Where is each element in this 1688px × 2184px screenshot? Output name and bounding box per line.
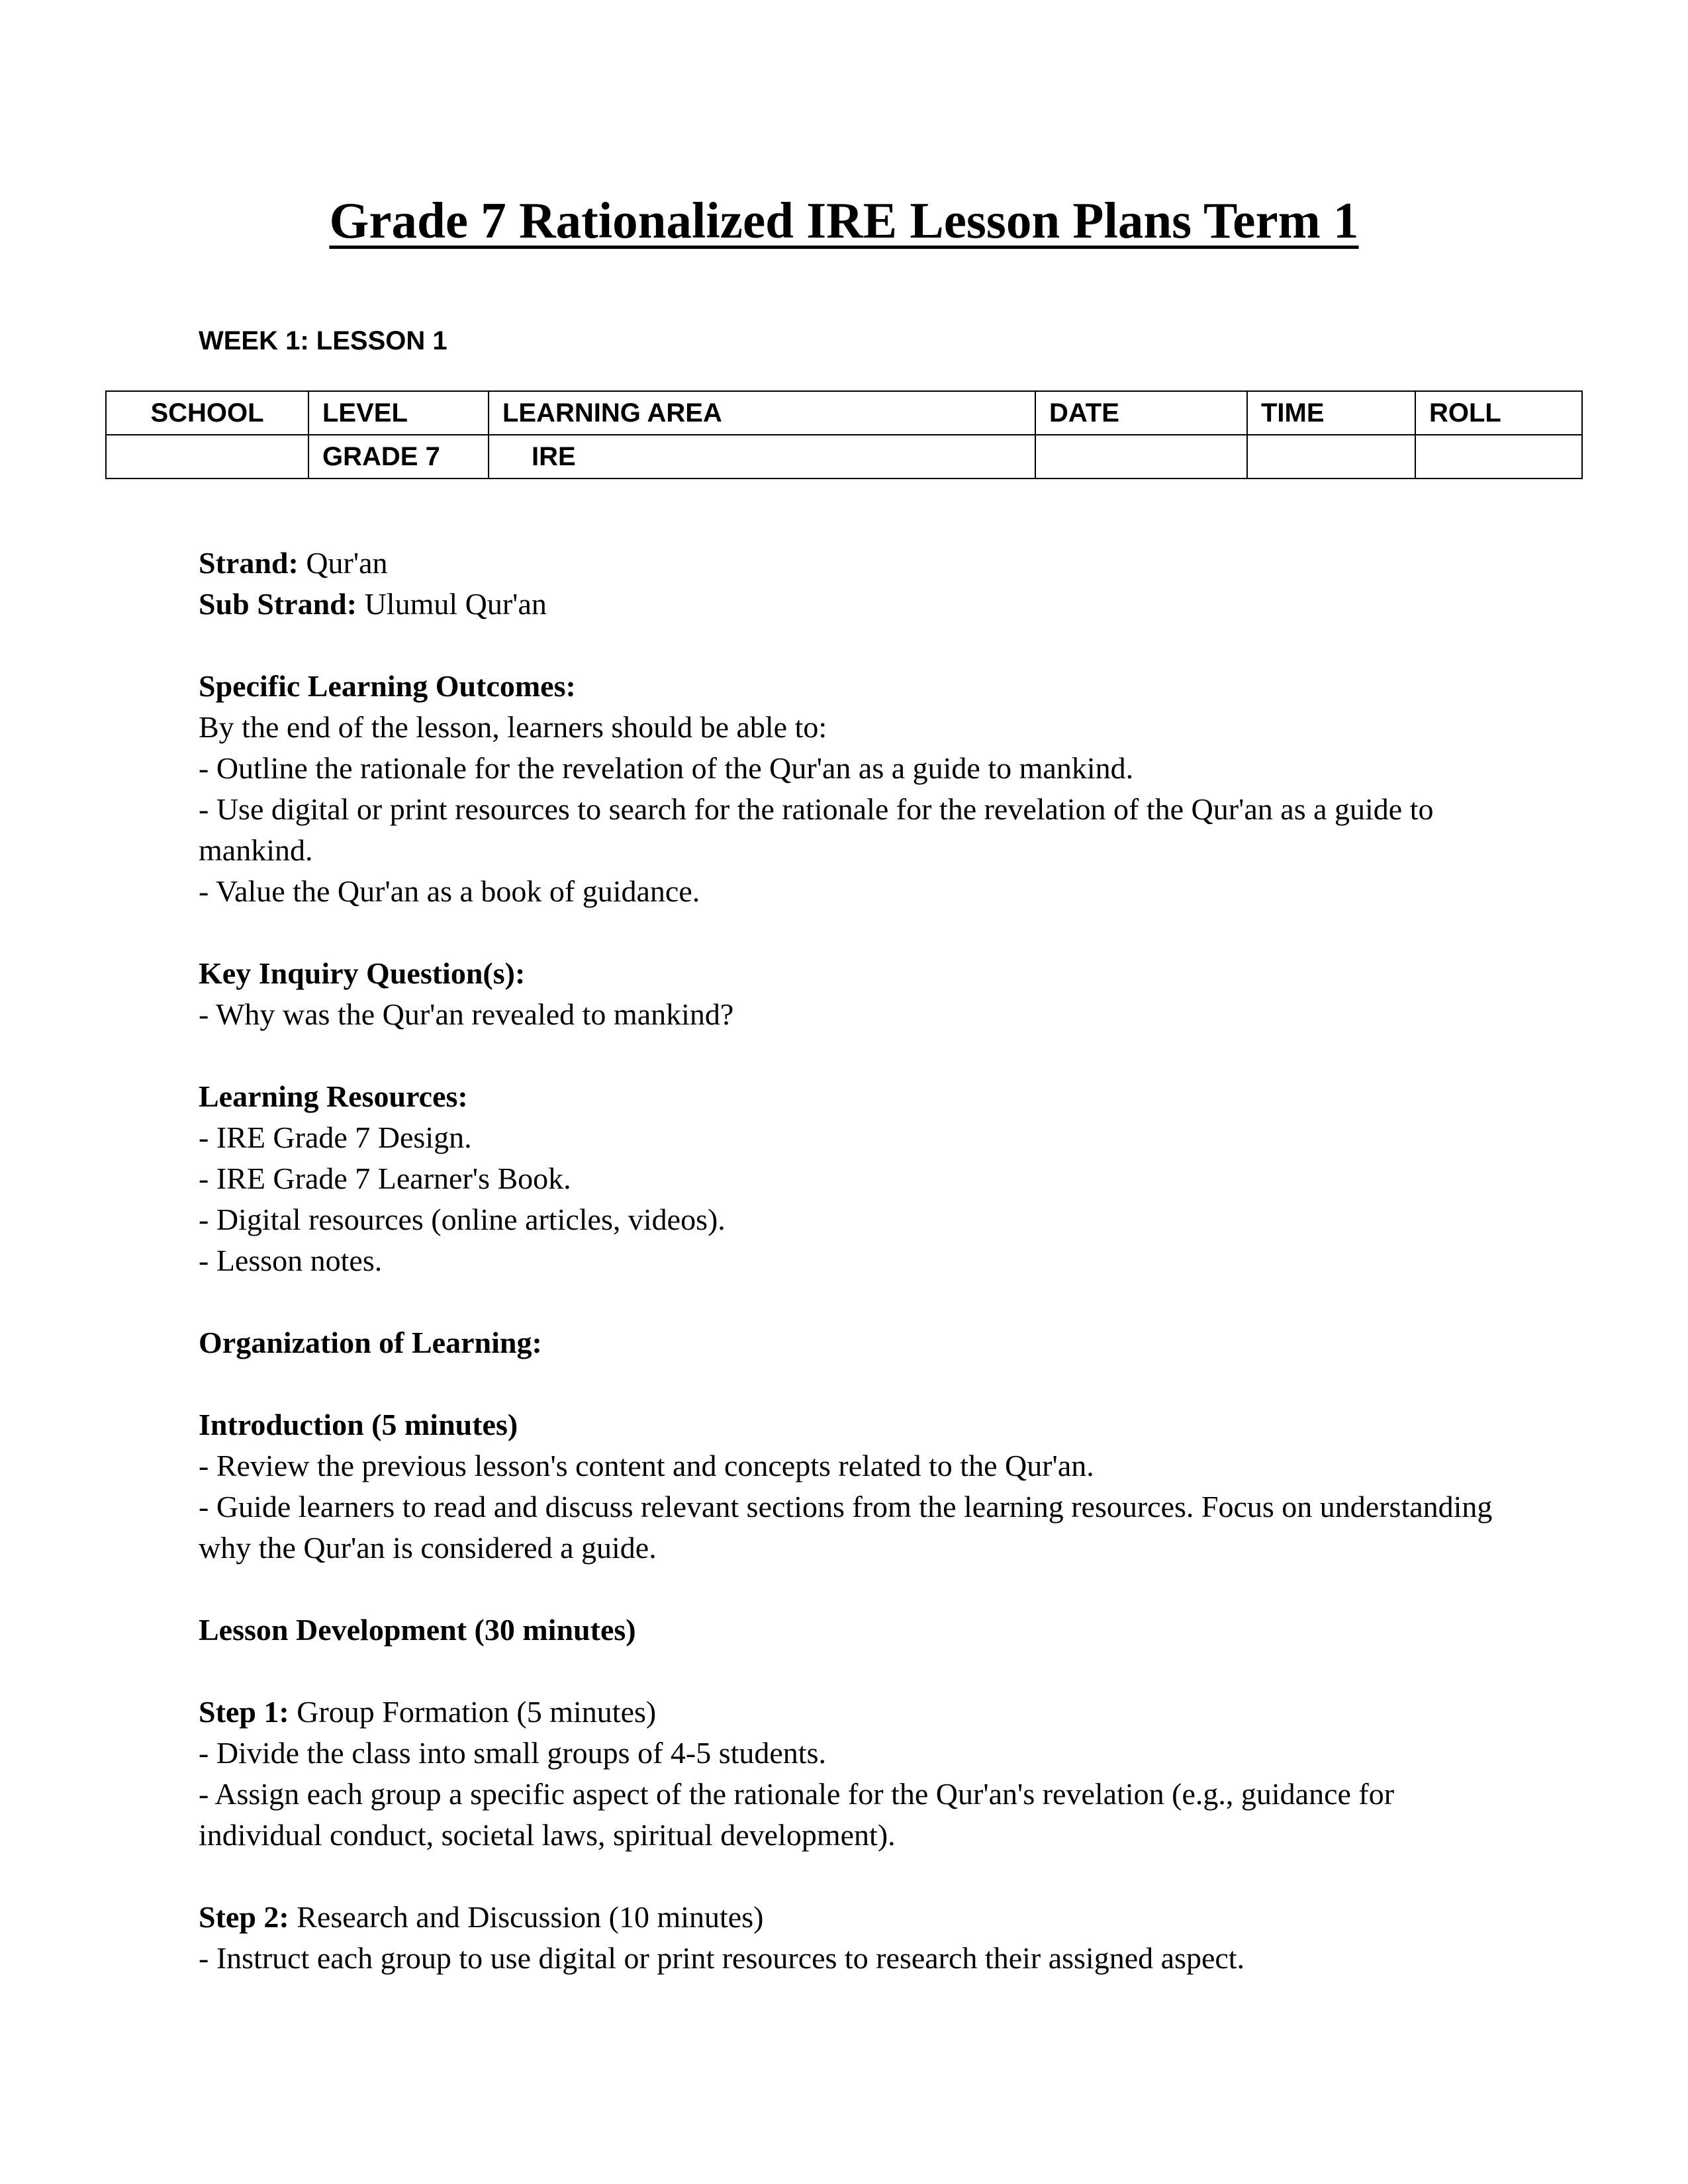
cell-time — [1247, 435, 1415, 478]
lesson-info-table — [105, 390, 1583, 479]
step1-item: - Assign each group a specific aspect of the rationale for the Qur'an's revelation (e.g., guidance for individual conduct, societal laws, spiritual development). — [199, 1777, 1395, 1852]
header-roll: ROLL — [1415, 391, 1582, 435]
strand-label: Strand: — [199, 546, 299, 580]
step2-title: Research and Discussion (10 minutes) — [297, 1900, 764, 1934]
header-learning-area: LEARNING AREA — [489, 391, 1035, 435]
cell-school — [106, 435, 308, 478]
organization-heading: Organization of Learning: — [199, 1326, 542, 1359]
inquiry-heading: Key Inquiry Question(s): — [199, 956, 526, 990]
development-heading: Lesson Development (30 minutes) — [199, 1613, 636, 1647]
resource-item: - IRE Grade 7 Learner's Book. — [199, 1161, 571, 1195]
sub-strand-label: Sub Strand: — [199, 587, 357, 621]
sub-strand-value: Ulumul Qur'an — [364, 587, 547, 621]
outcome-item: - Use digital or print resources to search for the rationale for the revelation of the Qur'an as a guide to mankind. — [199, 792, 1434, 867]
cell-level: GRADE 7 — [308, 435, 489, 478]
header-date: DATE — [1035, 391, 1247, 435]
step1-label: Step 1: — [199, 1695, 289, 1729]
header-school: SCHOOL — [106, 391, 308, 435]
header-level: LEVEL — [308, 391, 489, 435]
resources-heading: Learning Resources: — [199, 1079, 468, 1113]
week-lesson-label: WEEK 1: LESSON 1 — [199, 326, 447, 355]
outcome-item: - Outline the rationale for the revelation of the Qur'an as a guide to mankind. — [199, 751, 1134, 785]
step2-label: Step 2: — [199, 1900, 289, 1934]
document-title: Grade 7 Rationalized IRE Lesson Plans Term 1 — [329, 192, 1359, 249]
step1-item: - Divide the class into small groups of 4-5 students. — [199, 1736, 826, 1770]
cell-date — [1035, 435, 1247, 478]
info-table-value-row — [106, 435, 1582, 478]
outcomes-heading: Specific Learning Outcomes: — [199, 669, 576, 703]
cell-learning-area: IRE — [489, 435, 1035, 478]
lesson-body — [199, 543, 1523, 1979]
inquiry-item: - Why was the Qur'an revealed to mankind? — [199, 997, 734, 1031]
strand-value: Qur'an — [306, 546, 388, 580]
step1-line — [199, 1692, 1523, 1733]
strand-line — [199, 543, 1523, 584]
header-time: TIME — [1247, 391, 1415, 435]
outcomes-intro: By the end of the lesson, learners should be able to: — [199, 710, 827, 744]
introduction-item: - Review the previous lesson's content and concepts related to the Qur'an. — [199, 1449, 1094, 1482]
cell-roll — [1415, 435, 1582, 478]
resource-item: - IRE Grade 7 Design. — [199, 1120, 472, 1154]
info-table-header-row — [106, 391, 1582, 435]
outcome-item: - Value the Qur'an as a book of guidance. — [199, 874, 700, 908]
resource-item: - Lesson notes. — [199, 1244, 383, 1277]
introduction-heading: Introduction (5 minutes) — [199, 1408, 518, 1441]
resource-item: - Digital resources (online articles, videos). — [199, 1203, 726, 1236]
sub-strand-line — [199, 584, 1523, 625]
step2-line — [199, 1897, 1523, 1938]
step1-title: Group Formation (5 minutes) — [297, 1695, 657, 1729]
step2-item: - Instruct each group to use digital or print resources to research their assigned aspect. — [199, 1941, 1245, 1975]
introduction-item: - Guide learners to read and discuss relevant sections from the learning resources. Focus on understanding why the Qur'an is considered a guide. — [199, 1490, 1493, 1565]
